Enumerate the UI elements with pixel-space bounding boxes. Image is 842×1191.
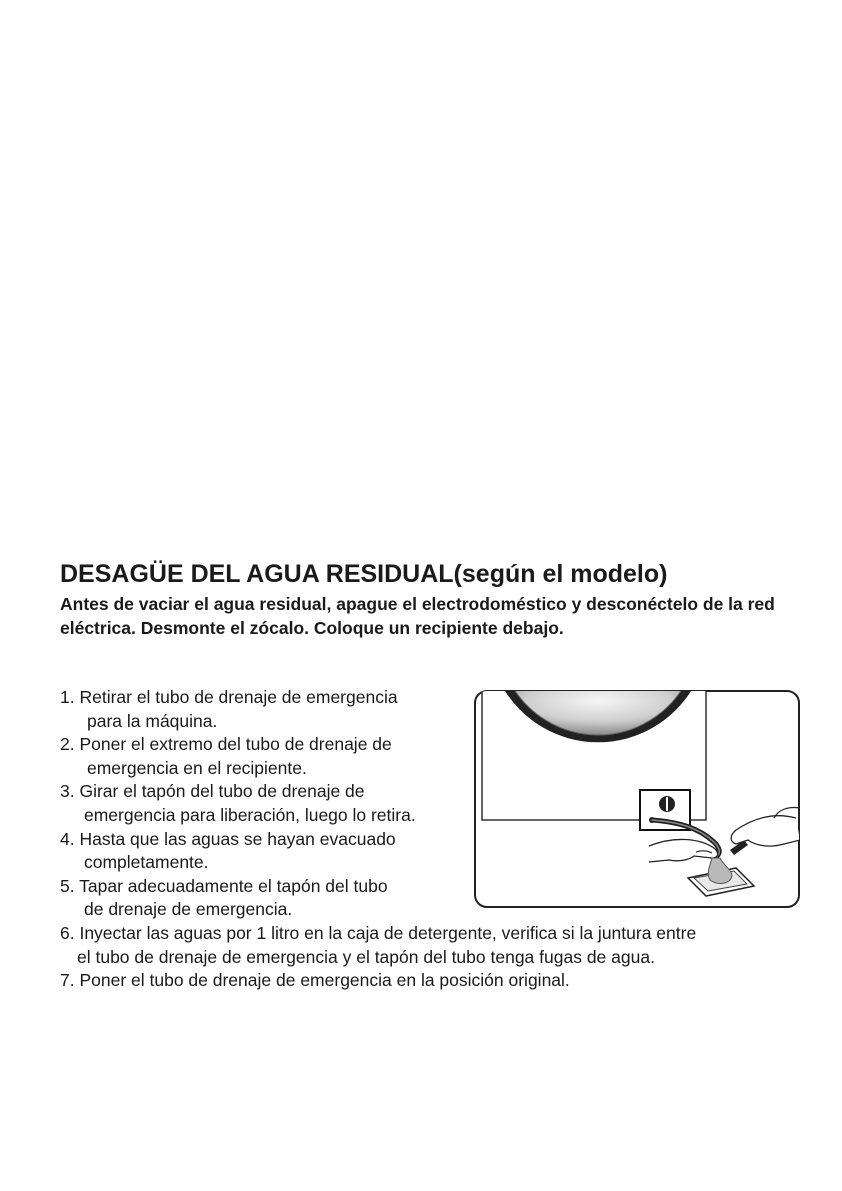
- step-5-line-2: de drenaje de emergencia.: [84, 899, 293, 920]
- step-4-line-2: completamente.: [84, 852, 209, 873]
- step-4-line-1: 4. Hasta que las aguas se hayan evacuado: [60, 828, 396, 849]
- step-7: [60, 969, 820, 993]
- step-2-line-2: emergencia en el recipiente.: [87, 757, 307, 778]
- step-7-line-1: 7. Poner el tubo de drenaje de emergencia en la posición original.: [60, 970, 570, 991]
- drain-illustration: [474, 690, 800, 908]
- section-title: DESAGÜE DEL AGUA RESIDUAL(según el modelo): [60, 560, 668, 588]
- step-2-line-1: 2. Poner el extremo del tubo de drenaje de: [60, 734, 392, 755]
- step-1-line-1: 1. Retirar el tubo de drenaje de emergencia: [60, 687, 398, 707]
- step-3-line-1: 3. Girar el tapón del tubo de drenaje de: [60, 781, 365, 802]
- intro-warning: Antes de vaciar el agua residual, apague el electrodoméstico y desconéctelo de la red eléctrica. Desmonte el zócalo. Coloque un recipiente debajo.: [60, 594, 775, 638]
- step-6-line-1: 6. Inyectar las aguas por 1 litro en la caja de detergente, verifica si la juntura entre: [60, 922, 697, 943]
- step-6-line-2: el tubo de drenaje de emergencia y el tapón del tubo tenga fugas de agua.: [77, 946, 655, 967]
- step-1-line-2: para la máquina.: [87, 710, 218, 731]
- step-3-line-2: emergencia para liberación, luego lo retira.: [84, 804, 416, 825]
- step-5-line-1: 5. Tapar adecuadamente el tapón del tubo: [60, 875, 388, 896]
- step-6: [60, 922, 820, 969]
- drain-illustration-svg: [474, 690, 800, 908]
